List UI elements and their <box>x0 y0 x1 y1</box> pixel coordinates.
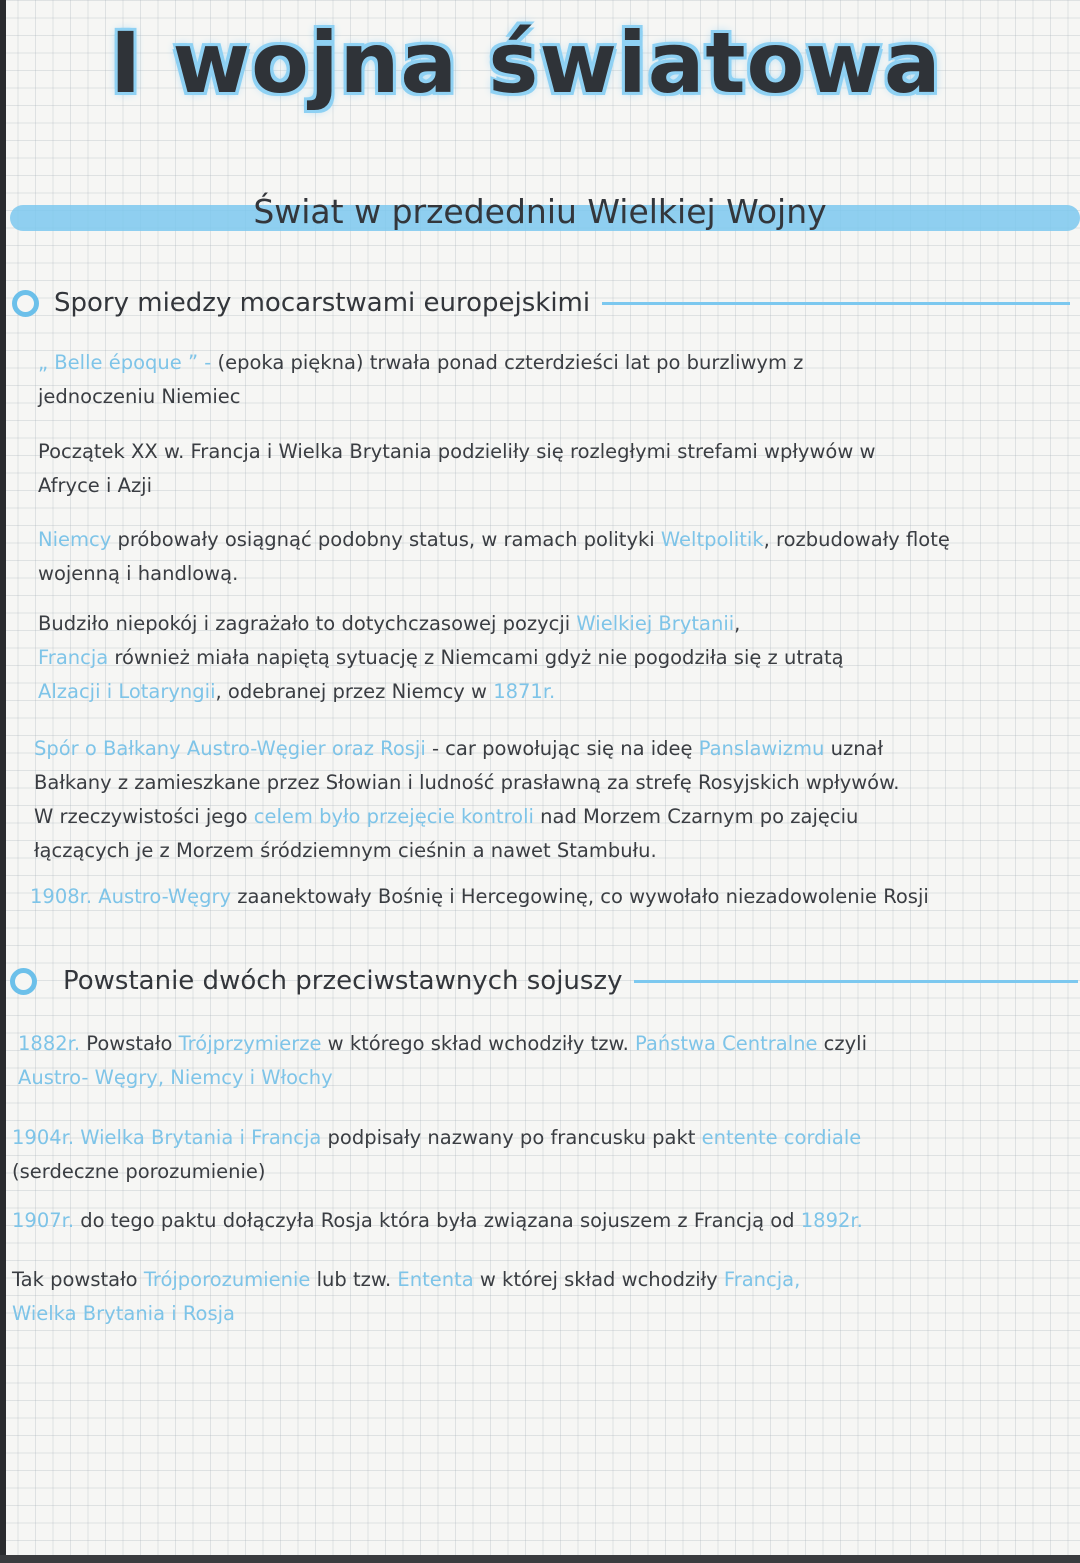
text-line <box>34 834 899 868</box>
paragraph <box>18 1027 867 1095</box>
text-line <box>38 469 875 503</box>
text-line <box>34 732 899 766</box>
text-line <box>38 380 803 414</box>
text-segment: Bałkany z zamieszkane przez Słowian i ludność prasławną za strefę Rosyjskich wpływów. <box>34 771 900 794</box>
highlighted-term: Wielka Brytania i Rosja <box>12 1302 235 1325</box>
text-segment: uznał <box>824 737 884 760</box>
section-underline <box>634 980 1078 983</box>
section-title: Powstanie dwóch przeciwstawnych sojuszy <box>63 966 623 996</box>
highlighted-term: 1882r. <box>18 1032 81 1055</box>
highlighted-term: celem było przejęcie kontroli <box>253 805 534 828</box>
text-line <box>12 1204 863 1238</box>
text-segment: Budziło niepokój i zagrażało to dotychczasowej pozycji <box>38 612 577 635</box>
paragraph <box>12 1204 863 1238</box>
text-segment: również miała napiętą sytuację z Niemcami gdyż nie pogodziła się z utratą <box>108 646 844 669</box>
text-segment: jednoczeniu Niemiec <box>38 385 241 408</box>
highlighted-term: Niemcy <box>38 528 112 551</box>
text-line <box>12 1263 800 1297</box>
text-segment: (epoka piękna) trwała ponad czterdzieści lat po burzliwym z <box>217 351 804 374</box>
paragraph <box>34 732 899 868</box>
circle-bullet-icon <box>12 290 39 317</box>
section-heading-2 <box>10 966 1078 996</box>
highlighted-term: „ Belle époque ” - <box>38 351 218 374</box>
text-segment: czyli <box>817 1032 867 1055</box>
text-segment: Afryce i Azji <box>38 474 153 497</box>
text-segment: w której skład wchodziły <box>473 1268 724 1291</box>
text-line <box>30 880 929 914</box>
text-line <box>38 557 950 591</box>
text-segment: Powstało <box>80 1032 179 1055</box>
section-title: Spory miedzy mocarstwami europejskimi <box>54 288 591 318</box>
text-line <box>38 523 950 557</box>
highlighted-term: Państwa Centralne <box>635 1032 818 1055</box>
text-segment: Początek XX w. Francja i Wielka Brytania podzieliły się rozległymi strefami wpływów w <box>38 440 876 463</box>
highlighted-term: Francja <box>38 646 109 669</box>
text-segment: próbowały osiągnąć podobny status, w ramach polityki <box>111 528 661 551</box>
paragraph <box>38 346 803 414</box>
text-segment: nad Morzem Czarnym po zajęciu <box>533 805 859 828</box>
text-line <box>38 675 844 709</box>
notebook-left-edge <box>0 0 6 1563</box>
text-line <box>12 1121 861 1155</box>
paragraph <box>30 880 929 914</box>
text-segment: wojenną i handlową. <box>38 562 239 585</box>
highlighted-term: Trójprzymierze <box>178 1032 322 1055</box>
text-segment: (serdeczne porozumienie) <box>12 1160 266 1183</box>
text-segment: łączących je z Morzem śródziemnym cieśnin a nawet Stambułu. <box>34 839 657 862</box>
page-subtitle <box>0 192 1080 231</box>
highlighted-term: Francja, <box>723 1268 801 1291</box>
text-line <box>38 607 844 641</box>
text-segment: lub tzw. <box>310 1268 398 1291</box>
text-line <box>34 800 899 834</box>
paragraph <box>38 435 875 503</box>
highlighted-term: Panslawizmu <box>698 737 825 760</box>
circle-bullet-icon <box>10 968 37 995</box>
section-heading-1 <box>12 288 1070 318</box>
text-segment: zaanektowały Bośnię i Hercegowinę, co wywołało niezadowolenie Rosji <box>231 885 929 908</box>
notebook-bottom-edge <box>0 1555 1080 1563</box>
highlighted-term: 1892r. <box>800 1209 863 1232</box>
text-segment: Tak powstało <box>12 1268 144 1291</box>
text-line <box>34 766 899 800</box>
text-line <box>38 435 875 469</box>
text-line <box>12 1297 800 1331</box>
text-segment: do tego paktu dołączyła Rosja która była związana sojuszem z Francją od <box>74 1209 801 1232</box>
page-subtitle-text: Świat w przededniu Wielkiej Wojny <box>253 192 827 231</box>
paragraph <box>12 1263 800 1331</box>
text-line <box>18 1061 867 1095</box>
highlighted-term: 1871r. <box>493 680 556 703</box>
highlighted-term: Ententa <box>397 1268 474 1291</box>
text-segment: W rzeczywistości jego <box>34 805 254 828</box>
highlighted-term: 1907r. <box>12 1209 75 1232</box>
text-segment: , rozbudowały flotę <box>763 528 950 551</box>
text-segment: - car powołując się na ideę <box>425 737 699 760</box>
highlighted-term: Wielkiej Brytanii <box>576 612 735 635</box>
highlighted-term: Trójporozumienie <box>143 1268 311 1291</box>
highlighted-term: 1904r. Wielka Brytania i Francja <box>12 1126 322 1149</box>
highlighted-term: Austro- Węgry, Niemcy i Włochy <box>18 1066 333 1089</box>
text-segment: w którego skład wchodziły tzw. <box>321 1032 636 1055</box>
text-line <box>38 641 844 675</box>
highlighted-term: Weltpolitik <box>660 528 764 551</box>
text-line <box>12 1155 861 1189</box>
paragraph <box>38 607 844 709</box>
text-segment: , odebranej przez Niemcy w <box>215 680 494 703</box>
paragraph <box>38 523 950 591</box>
text-line <box>38 346 803 380</box>
highlighted-term: Spór o Bałkany Austro-Węgier oraz Rosji <box>34 737 426 760</box>
section-underline <box>602 302 1070 305</box>
text-line <box>18 1027 867 1061</box>
highlighted-term: 1908r. Austro-Węgry <box>30 885 232 908</box>
paragraph <box>12 1121 861 1189</box>
page-title: I wojna światowa <box>110 14 942 112</box>
highlighted-term: Alzacji i Lotaryngii <box>38 680 216 703</box>
highlighted-term: entente cordiale <box>701 1126 862 1149</box>
text-segment: podpisały nazwany po francusku pakt <box>321 1126 702 1149</box>
text-segment: , <box>734 612 741 635</box>
